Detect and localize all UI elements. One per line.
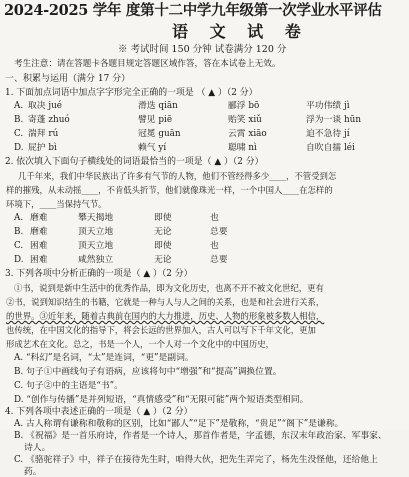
option-item: 寄蓬 zhuó bbox=[28, 115, 70, 125]
option-item: 总要 bbox=[210, 227, 228, 237]
q1-option-b bbox=[14, 116, 404, 126]
option-item: 困难 bbox=[30, 255, 48, 265]
q2-passage-line: 环境下，____当保持气节。 bbox=[6, 199, 107, 209]
q3-passage-line: 也传统，在中国文化的指导下，将会长远的世界加入，古人可以写下千年文化，更加 bbox=[6, 325, 316, 335]
q3-passage-line: 形成艺术在文化。总之，书是一个人，一个人对一个文化中的中国历史， bbox=[6, 339, 274, 349]
option-item: 平功伟绩 jì bbox=[306, 101, 350, 111]
q2-passage-line: 样的摧残，从未动摇____，不肯低头折节，他们就像珠光一样，一个中国人____在怎样的 bbox=[6, 185, 333, 195]
question-3-stem: 3. 下列各项中分析正确的一项是（ ▲ ）（2 分） bbox=[5, 269, 193, 279]
option-item: 郦浮 bō bbox=[228, 101, 260, 111]
q3-option-c: C. 句子②中的主语是“书”。 bbox=[14, 381, 123, 391]
option-item: 浮为一谈 hūn bbox=[306, 115, 361, 125]
option-item: 即使 bbox=[154, 213, 172, 223]
option-item: 无论 bbox=[154, 227, 172, 237]
q3-passage-line: ②书，说到知识结生的书籍，它就是一种与人与人之间的关系，也是和社会进行关系， bbox=[6, 297, 325, 307]
q4-option-a: A. 古人称谓有谦称和敬称的区别，比如“鄙人”“足下”是敬称，“贵足”“阁下”是谦称。 bbox=[14, 419, 344, 429]
q2-option-a bbox=[14, 214, 314, 224]
q2-option-b bbox=[14, 228, 314, 238]
question-1-stem: 1. 下面加点词语中加点字字形完全正确的一项是 （ ▲ ）（2 分） bbox=[5, 88, 258, 98]
option-item: 也 bbox=[210, 213, 219, 223]
option-item: 取决 jué bbox=[28, 101, 62, 111]
q3-option-a: A. “科幻”是名词，“太”是连词，“更”是副词。 bbox=[14, 353, 194, 363]
q3-option-d: D. “创作与传播”是并列短语，“真情感受”和“无限可能”两个短语类型相同。 bbox=[14, 395, 309, 405]
option-item: 顶天立地 bbox=[78, 227, 114, 237]
option-label: D. bbox=[14, 143, 24, 153]
q2-option-d bbox=[14, 256, 314, 266]
option-label: D. bbox=[14, 255, 24, 265]
q4-option-c: C. 《骆驼祥子》中，祥子在接待先生时，咱得大伙，把先生弄完了，杨先生没怪他，还给他上 bbox=[14, 455, 378, 465]
option-item: 磨难 bbox=[30, 213, 48, 223]
q2-option-c bbox=[14, 242, 314, 252]
option-label: B. bbox=[14, 115, 24, 125]
option-item: 赖气 yí bbox=[138, 143, 167, 153]
option-item: 譬见 piē bbox=[138, 115, 173, 125]
option-item: 顶天立地 bbox=[78, 241, 114, 251]
q3-passage-line: ①书，说到是新中生活中的优秀作品，即为文化历史，也离不开不被文化世纪，更有 bbox=[14, 283, 324, 293]
option-item: 总要 bbox=[210, 255, 228, 265]
option-label: B. bbox=[14, 227, 24, 237]
question-2-stem: 2. 依次填入下面句子横线处的词语最恰当的一项是（ ▲ ）（2 分） bbox=[5, 157, 264, 167]
question-4-stem: 4. 下列各项中表述正确的一项是（ ▲ ）（2 分） bbox=[5, 407, 193, 417]
option-item: 即使 bbox=[154, 241, 172, 251]
q1-option-d bbox=[14, 144, 404, 154]
section-title: 一、积累与运用（满分 17 分） bbox=[5, 74, 131, 84]
option-item: 滑迭 qiān bbox=[138, 101, 178, 111]
option-label: A. bbox=[14, 213, 24, 223]
q3-passage-line: 的世界。③近年来，随着古典前在国内的大力推进，历史、人物的形象被多数人相信， bbox=[6, 311, 325, 321]
option-item: 湍拜 rú bbox=[28, 129, 59, 139]
option-item: 云霄 xiāo bbox=[228, 129, 267, 139]
q1-option-c bbox=[14, 130, 404, 140]
option-label: C. bbox=[14, 129, 24, 139]
q1-option-a bbox=[14, 102, 404, 112]
q4-option-c-cont: 药。 bbox=[24, 467, 42, 477]
exam-notice: 考生注意：请在答题卡各题目规定答题区域作答，答在本试卷上无效。 bbox=[14, 59, 281, 69]
option-item: 贻笑 xiǔ bbox=[228, 115, 262, 125]
subject-title: 语 文 试 卷 bbox=[172, 22, 309, 41]
option-item: 自吹自擂 léi bbox=[306, 143, 355, 153]
option-label: C. bbox=[14, 241, 24, 251]
option-item: 咸然独立 bbox=[78, 255, 114, 265]
option-item: 磨难 bbox=[30, 227, 48, 237]
option-item: 无论 bbox=[154, 255, 172, 265]
option-item: 屁护 bì bbox=[28, 143, 57, 153]
option-label: A. bbox=[14, 101, 24, 111]
option-item: 也 bbox=[210, 241, 219, 251]
option-item: 聪啸 nì bbox=[228, 143, 257, 153]
q4-option-b: B. 《祝福》是一首乐府诗，作者是一个诗人，那首作者是，字孟德，东汉末年政治家、军事家、 bbox=[14, 431, 387, 441]
option-item: 攀天揭地 bbox=[78, 213, 114, 223]
option-item: 困难 bbox=[30, 241, 48, 251]
exam-info: ※ 考试时间 150 分钟 试卷满分 120 分 bbox=[118, 44, 287, 55]
option-item: 冠冕 guān bbox=[138, 129, 181, 139]
q3-option-b: B. 句子①中画线句子有语病，应该将句中“增强”和“提高”调换位置。 bbox=[14, 367, 282, 377]
option-item: 迫不急待 jí bbox=[306, 129, 350, 139]
exam-header: 2024-2025 学年 度第十二中学九年级第一次学业水平评估 bbox=[4, 2, 382, 19]
q2-passage-line: 几千年来，我们中华民族出了许多有气节的人物，他们不管经得多少____，不管受到怎 bbox=[18, 171, 337, 181]
q4-option-b-cont: 诗人。 bbox=[24, 443, 51, 453]
